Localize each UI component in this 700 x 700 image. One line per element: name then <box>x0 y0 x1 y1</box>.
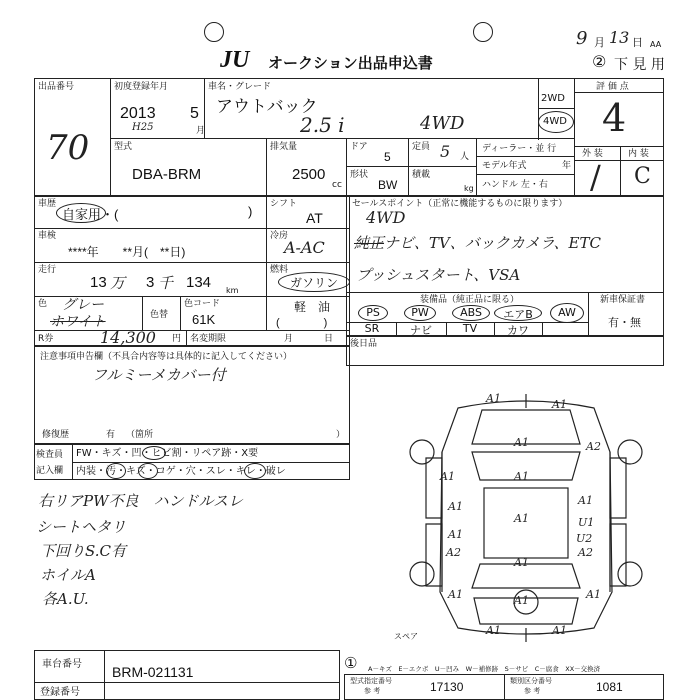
displacement-label: 排気量 <box>270 142 298 152</box>
lot-label: 出品番号 <box>38 82 75 92</box>
model-year-label: モデル年式 <box>482 161 527 171</box>
registration-month: 5 <box>190 105 199 122</box>
registration-label: 初度登録年月 <box>114 82 169 92</box>
displacement-unit: cc <box>332 180 342 190</box>
inspector-note-5: 各A.U. <box>42 590 89 608</box>
drive-2wd: 2WD <box>541 93 565 104</box>
date-month-hand: 9 <box>576 28 588 49</box>
name-change-month: 月 <box>284 334 294 344</box>
legend-sub-b: 参 考 <box>524 687 541 695</box>
repair-close: ） <box>336 430 346 440</box>
ac-label: 冷房 <box>270 231 289 241</box>
model-year-unit: 年 <box>562 161 572 171</box>
checklist-row1: FW・キズ・凹・ヒビ割・リペア跡・X要 <box>76 448 259 459</box>
diagram-grade-rr-door-u: U1 <box>578 516 595 529</box>
diagram-grade-rear-bumper-left: A1 <box>486 624 501 637</box>
drive-4wd: 4WD <box>543 116 567 127</box>
checklist-mark-3 <box>138 463 158 479</box>
sales-point-strike: 純正 <box>354 234 385 252</box>
interior-score: C <box>634 164 651 189</box>
checklist-mark-1 <box>142 446 166 460</box>
form-title: オークション出品申込書 <box>268 54 433 72</box>
chassis-value: BRM-021131 <box>112 664 194 680</box>
equipment-label: 装備品（純正品に限る） <box>420 295 520 305</box>
recycle-unit: 円 <box>172 334 182 344</box>
fuel-diesel: 軽 油 <box>294 300 331 314</box>
recycle-value: 14,300 <box>100 328 156 347</box>
notes-hand: フルミーメカバー付 <box>92 366 226 384</box>
equip-navi: ナビ <box>410 324 432 337</box>
aftermarket-box <box>346 336 664 366</box>
date-month-label: 月 <box>594 36 605 49</box>
color-grey: グレー <box>62 297 104 313</box>
mileage-label: 走行 <box>38 265 57 275</box>
car-name-label: 車名・グレード <box>208 82 272 92</box>
date-session: AA <box>650 40 662 49</box>
fuel-gasoline: ガソリン <box>290 276 339 290</box>
equip-pw: PW <box>411 306 429 319</box>
color-label: 色 <box>38 299 48 309</box>
sales-point-line1: 4WD <box>366 208 406 227</box>
mileage-man: 13 <box>90 274 107 291</box>
warranty-label: 新車保証書 <box>600 295 646 305</box>
legend-value-a: 17130 <box>430 680 464 694</box>
color-code-value: 61K <box>192 312 216 327</box>
recycle-label: R券 <box>38 334 54 344</box>
car-name-value: アウトバック <box>216 97 318 116</box>
car-drive-hand: 4WD <box>420 113 465 134</box>
legend-label-b: 類別区分番号 <box>510 677 552 685</box>
mileage-rest: 134 <box>186 274 212 291</box>
inspector-note-2: シートヘタリ <box>36 518 127 536</box>
ju-logo: JU <box>220 47 250 73</box>
diagram-grade-fr-fender: A2 <box>586 440 601 453</box>
exterior-label: 外 装 <box>582 149 603 159</box>
repair-place: （箇所 <box>126 430 154 440</box>
diagram-grade-hood: A1 <box>514 436 529 449</box>
shape-label: 形状 <box>350 170 369 180</box>
checklist-mark-2 <box>106 463 126 479</box>
diagram-grade-fl-door: A1 <box>448 500 463 513</box>
equip-leather: カワ <box>507 324 529 337</box>
lot-number: 70 <box>46 128 90 168</box>
legend-text: A－キズ E－エクボ U－凹み W－補修跡 S－サビ C－腐食 XX－交換済 <box>368 665 601 673</box>
binder-hole-left <box>204 22 224 42</box>
registration-month-unit: 月 <box>196 126 206 136</box>
equip-abs: ABS <box>460 306 482 319</box>
mileage-sen: 3 <box>146 274 155 291</box>
name-change-label: 名変期限 <box>190 334 227 344</box>
color-change-label: 色替 <box>150 310 169 320</box>
mileage-sen-unit: 千 <box>158 274 174 292</box>
inspector-note-1: 右リアPW不良 ハンドルスレ <box>38 492 244 510</box>
fuel-paren: ( ) <box>276 317 328 329</box>
form-top-section <box>34 78 664 196</box>
legend-circle: ① <box>344 654 358 672</box>
equip-ps: PS <box>366 306 380 319</box>
diagram-grade-fl-fender: A1 <box>440 470 455 483</box>
capacity-value: 5 <box>440 142 451 161</box>
legend-sub-a: 参 考 <box>364 687 381 695</box>
date-day-hand: 13 <box>609 28 630 47</box>
diagram-grade-front: A1 <box>486 392 501 405</box>
score-value: 4 <box>602 96 627 140</box>
model-value: DBA-BRM <box>132 166 202 183</box>
dealer-label: ディーラー・並 行 <box>482 144 557 154</box>
shape-value: BW <box>378 178 398 192</box>
doors-value: 5 <box>384 150 391 164</box>
diagram-grade-rl-door: A1 <box>448 528 463 541</box>
color-white-struck: ホワイト <box>50 314 106 330</box>
checklist-label1: 検査員 <box>36 450 64 460</box>
inspector-note-4: ホイルA <box>40 566 96 584</box>
shift-value: AT <box>306 210 323 226</box>
sales-point-line3: プッシュスタート、VSA <box>356 266 521 284</box>
checklist-label2: 記入欄 <box>36 466 64 476</box>
name-change-day: 日 <box>324 334 334 344</box>
registration-era: H25 <box>132 122 154 133</box>
car-grade-hand: 2.5 i <box>300 113 345 137</box>
displacement-value: 2500 <box>292 166 326 183</box>
equip-sr: SR <box>364 322 380 335</box>
equip-aw: AW <box>558 306 576 319</box>
sales-point-label: セールスポイント（正常に機能するものに限ります） <box>352 199 568 209</box>
repair-label: 修復歴 <box>42 430 70 440</box>
aftermarket-label: 後日品 <box>350 339 378 349</box>
inspection-label: 下 見 用 <box>614 57 665 73</box>
checklist-mark-4 <box>244 463 266 479</box>
repair-value: 有 <box>106 430 116 440</box>
shift-label: シフト <box>270 199 298 209</box>
registration-year: 2013 <box>120 105 156 122</box>
color-code-label: 色コード <box>184 299 221 309</box>
diagram-grade-rl-quarter: A2 <box>446 546 461 559</box>
diagram-grade-rl-bumper-side: A1 <box>448 588 463 601</box>
inspection-label-field: 車検 <box>38 231 57 241</box>
history-label: 車歴 <box>38 199 57 209</box>
sales-point-line2: ナビ、TV、バックカメラ、ETC <box>384 234 601 252</box>
handle-label: ハンドル 左・右 <box>482 180 548 190</box>
doors-label: ドア <box>350 142 368 152</box>
spare-label: スペア <box>394 632 418 641</box>
legend-value-b: 1081 <box>596 680 623 694</box>
diagram-grade-rr-quarter-u: U2 <box>576 532 593 545</box>
diagram-grade-rear-glass: A1 <box>514 556 529 569</box>
ac-value: A-AC <box>284 238 325 257</box>
capacity-unit: 人 <box>460 152 470 162</box>
inspection-value: ****年 **月( **日) <box>68 245 186 259</box>
fuel-label: 燃料 <box>270 265 289 275</box>
registration-number-label: 登録番号 <box>40 687 80 698</box>
chassis-label: 車台番号 <box>42 659 82 670</box>
diagram-grade-windshield: A1 <box>514 470 529 483</box>
exterior-score: / <box>590 158 601 196</box>
mileage-man-unit: 万 <box>110 274 126 292</box>
history-value: 自家用・( <box>62 207 119 222</box>
score-label: 評 価 点 <box>596 82 629 92</box>
inspection-circle: ② <box>592 52 607 71</box>
inspector-note-3: 下回りS.C有 <box>40 542 126 560</box>
diagram-grade-front-right: A1 <box>552 398 567 411</box>
legend-label-a: 型式指定番号 <box>350 677 392 685</box>
diagram-grade-rr-quarter: A2 <box>578 546 593 559</box>
diagram-grade-roof: A1 <box>514 512 529 525</box>
capacity-label: 定員 <box>412 142 431 152</box>
load-unit: kg <box>464 184 474 193</box>
diagram-grade-fr-door: A1 <box>578 494 593 507</box>
history-close: ) <box>248 204 253 219</box>
diagram-grade-rear-bumper-right: A1 <box>552 624 567 637</box>
equip-tv: TV <box>462 322 478 335</box>
model-label: 型式 <box>114 142 133 152</box>
warranty-value: 有・無 <box>608 317 641 329</box>
load-label: 積載 <box>412 170 431 180</box>
interior-label: 内 装 <box>628 149 649 159</box>
notes-label: 注意事項申告欄（不具合内容等は具体的に記入してください） <box>40 352 293 362</box>
diagram-grade-rr-bumper-side: A1 <box>586 588 601 601</box>
diagram-grade-trunk: A1 <box>514 594 529 607</box>
binder-hole-right <box>473 22 493 42</box>
mileage-unit: km <box>226 286 239 295</box>
checklist-row2: 内装・汚・キズ・コゲ・穴・スレ・キレ・破レ <box>76 466 286 477</box>
date-day-label: 日 <box>632 36 643 49</box>
equip-airbag: エアB <box>503 308 533 321</box>
